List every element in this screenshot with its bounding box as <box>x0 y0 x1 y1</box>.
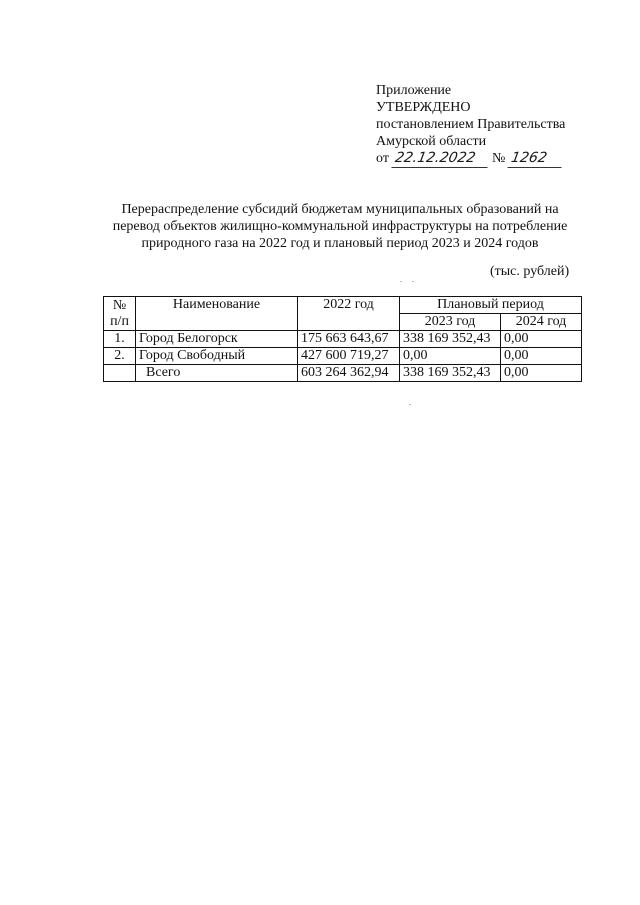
total-number <box>104 365 136 382</box>
row-2024-value: 0,00 <box>501 348 582 365</box>
header-2022: 2022 год <box>298 297 400 331</box>
approval-resolution-label: постановлением Правительства <box>376 117 566 132</box>
row-2024-value: 0,00 <box>501 331 582 348</box>
header-number-line-2: п/п <box>110 313 129 329</box>
handwritten-number: 1262 <box>508 150 565 168</box>
header-number <box>104 297 136 331</box>
row-name: Город Белогорск <box>136 331 298 348</box>
approval-block <box>376 82 565 168</box>
table-row <box>104 348 582 365</box>
header-2023: 2023 год <box>400 314 501 331</box>
date-prefix: от <box>376 151 389 166</box>
title-line-1: Перераспределение субсидий бюджетам муниципальных образований на <box>121 202 559 217</box>
approval-attachment-label: Приложение <box>376 83 452 98</box>
approval-date-line <box>376 150 565 168</box>
subsidy-table <box>103 296 582 382</box>
row-2023-value: 338 169 352,43 <box>400 331 501 348</box>
scan-speck <box>409 404 411 405</box>
table-row <box>104 331 582 348</box>
header-name: Наименование <box>136 297 298 331</box>
title-line-2: перевод объектов жилищно-коммунальной инфраструктуры на потребление <box>112 219 568 234</box>
total-2023-value: 338 169 352,43 <box>400 365 501 382</box>
scan-speck <box>400 281 402 282</box>
approval-region-label: Амурской области <box>376 134 487 149</box>
total-name: Всего <box>136 365 298 382</box>
header-planned-period: Плановый период <box>400 297 582 314</box>
number-prefix: № <box>491 151 506 166</box>
row-2022-value: 175 663 643,67 <box>298 331 400 348</box>
scan-speck <box>412 281 414 282</box>
approval-approved-label: УТВЕРЖДЕНО <box>376 100 471 115</box>
table-header-row-1 <box>104 297 582 314</box>
row-name: Город Свободный <box>136 348 298 365</box>
row-2023-value: 0,00 <box>400 348 501 365</box>
document-title <box>100 201 580 252</box>
row-number: 1. <box>104 331 136 348</box>
row-2022-value: 427 600 719,27 <box>298 348 400 365</box>
row-number: 2. <box>104 348 136 365</box>
header-number-line-1: № <box>112 297 127 313</box>
table-total-row <box>104 365 582 382</box>
units-label: (тыс. рублей) <box>490 264 570 279</box>
title-line-3: природного газа на 2022 год и плановый период 2023 и 2024 годов <box>141 236 539 251</box>
total-2022-value: 603 264 362,94 <box>298 365 400 382</box>
header-2024: 2024 год <box>501 314 582 331</box>
handwritten-date: 22.12.2022 <box>391 150 490 168</box>
total-2024-value: 0,00 <box>501 365 582 382</box>
